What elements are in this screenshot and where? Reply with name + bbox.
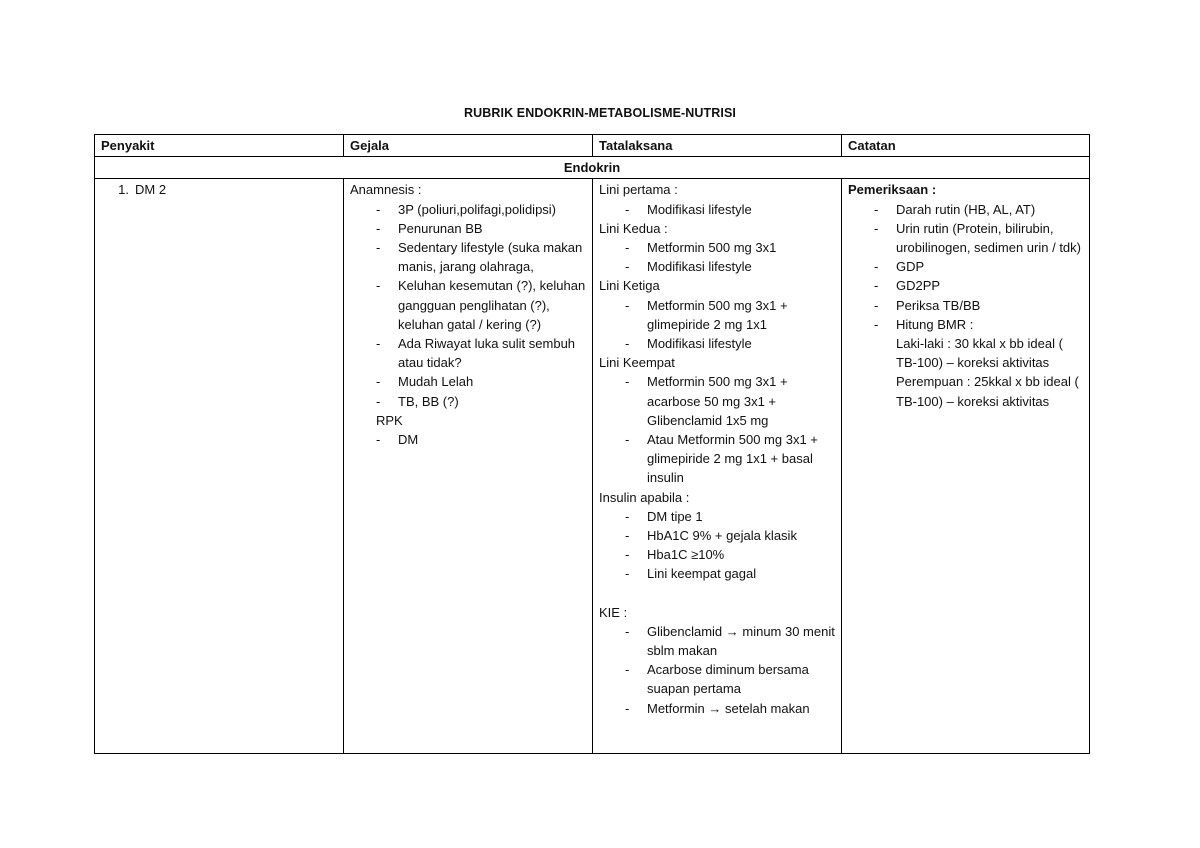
insulin-list xyxy=(599,507,835,584)
list-item: - DM tipe 1 xyxy=(621,507,835,526)
list-item: - Acarbose diminum bersama suapan pertama xyxy=(621,660,835,698)
lini-ketiga-list xyxy=(599,296,835,354)
rpk-list xyxy=(350,430,586,449)
list-item: - Metformin 500 mg 3x1 + acarbose 50 mg 3x1 + Glibenclamid 1x5 mg xyxy=(621,372,835,430)
list-item: - Mudah Lelah xyxy=(372,372,586,391)
document-title: RUBRIK ENDOKRIN-METABOLISME-NUTRISI xyxy=(463,106,736,120)
lini-pertama-list xyxy=(599,200,835,219)
list-item: - DM xyxy=(372,430,586,449)
list-item: - Hitung BMR : xyxy=(870,315,1083,334)
rubric-table xyxy=(94,134,1090,754)
list-item: - Lini keempat gagal xyxy=(621,564,835,583)
list-item: - Atau Metformin 500 mg 3x1 + glimepiride 2 mg 1x1 + basal insulin xyxy=(621,430,835,488)
lini-ketiga-label: Lini Ketiga xyxy=(599,278,660,294)
list-item: - Sedentary lifestyle (suka makan manis, jarang olahraga, xyxy=(372,238,586,276)
cell-gejala xyxy=(344,179,593,754)
header-row xyxy=(95,135,1090,157)
lini-keempat-label: Lini Keempat xyxy=(599,355,675,371)
bmr-male: Laki-laki : 30 kkal x bb ideal ( TB-100) – koreksi aktivitas xyxy=(896,336,1063,371)
lini-kedua-list xyxy=(599,238,835,276)
bmr-female: Perempuan : 25kkal x bb ideal ( TB-100) – koreksi aktivitas xyxy=(896,374,1079,409)
list-item: - Glibenclamid → minum 30 menit sblm makan xyxy=(621,622,835,660)
list-item: - Metformin 500 mg 3x1 xyxy=(621,238,835,257)
kie-label: KIE : xyxy=(599,604,628,620)
list-item: - Ada Riwayat luka sulit sembuh atau tidak? xyxy=(372,334,586,372)
disease-number: 1. xyxy=(118,182,129,198)
anamnesis-list xyxy=(350,200,586,411)
section-row xyxy=(95,157,1090,179)
kie-list xyxy=(599,622,835,718)
rpk-label: RPK xyxy=(376,412,403,428)
disease-name: DM 2 xyxy=(135,182,167,198)
list-item: - Darah rutin (HB, AL, AT) xyxy=(870,200,1083,219)
section-endokrin: Endokrin xyxy=(95,157,1090,179)
insulin-label: Insulin apabila : xyxy=(599,489,690,505)
header-gejala: Gejala xyxy=(344,135,593,157)
cell-penyakit xyxy=(95,179,344,754)
list-item: - TB, BB (?) xyxy=(372,392,586,411)
lini-kedua-label: Lini Kedua : xyxy=(599,220,668,236)
anamnesis-label: Anamnesis : xyxy=(350,182,422,198)
list-item: - GDP xyxy=(870,257,1083,276)
list-item: - Periksa TB/BB xyxy=(870,296,1083,315)
pemeriksaan-label: Pemeriksaan : xyxy=(848,182,937,198)
list-item: - Metformin 500 mg 3x1 + glimepiride 2 mg 1x1 xyxy=(621,296,835,334)
spacer xyxy=(599,584,835,603)
header-penyakit: Penyakit xyxy=(95,135,344,157)
list-item: - HbA1C 9% + gejala klasik xyxy=(621,526,835,545)
list-item: - Modifikasi lifestyle xyxy=(621,257,835,276)
list-item: - Modifikasi lifestyle xyxy=(621,200,835,219)
list-item: - Penurunan BB xyxy=(372,219,586,238)
list-item: - 3P (poliuri,polifagi,polidipsi) xyxy=(372,200,586,219)
list-item: - Modifikasi lifestyle xyxy=(621,334,835,353)
pemeriksaan-list xyxy=(848,200,1083,334)
cell-catatan xyxy=(842,179,1090,754)
list-item: - Hba1C ≥10% xyxy=(621,545,835,564)
header-catatan: Catatan xyxy=(842,135,1090,157)
lini-pertama-label: Lini pertama : xyxy=(599,182,678,198)
lini-keempat-list xyxy=(599,372,835,487)
list-item: - GD2PP xyxy=(870,276,1083,295)
table-row xyxy=(95,179,1090,754)
list-item: - Keluhan kesemutan (?), keluhan gangguan penglihatan (?), keluhan gatal / kering (?) xyxy=(372,276,586,334)
header-tatalaksana: Tatalaksana xyxy=(593,135,842,157)
list-item: - Metformin → setelah makan xyxy=(621,699,835,718)
list-item: - Urin rutin (Protein, bilirubin, urobilinogen, sedimen urin / tdk) xyxy=(870,219,1083,257)
cell-tatalaksana xyxy=(593,179,842,754)
